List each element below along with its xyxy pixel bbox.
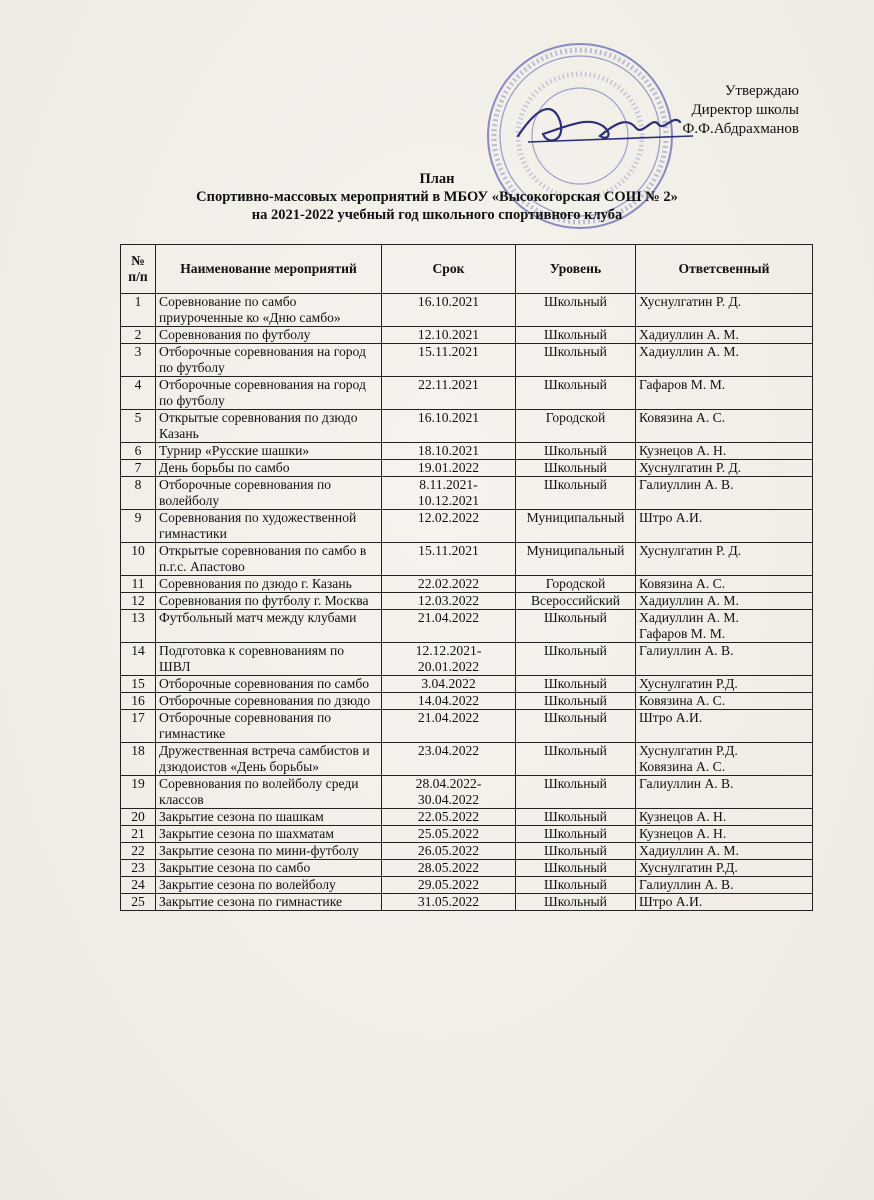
event-date (382, 610, 516, 643)
event-date-line: 28.05.2022 (417, 860, 480, 875)
event-name: Закрытие сезона по волейболу (156, 877, 382, 894)
event-responsible (636, 826, 813, 843)
event-date (382, 344, 516, 377)
event-level: Школьный (516, 327, 636, 344)
responsible-person: Ковязина А. С. (639, 576, 726, 591)
event-date (382, 676, 516, 693)
row-number: 3 (121, 344, 156, 377)
event-name: Отборочные соревнования на город по футболу (156, 344, 382, 377)
event-date-line: 18.10.2021 (417, 443, 480, 458)
responsible-person: Хуснулгатин Р.Д. (639, 676, 738, 691)
table-row (121, 877, 813, 894)
table-row (121, 826, 813, 843)
responsible-person: Штро А.И. (639, 510, 703, 525)
event-date-line: 22.05.2022 (417, 809, 480, 824)
event-date (382, 843, 516, 860)
event-name: Футбольный матч между клубами (156, 610, 382, 643)
header-event-name: Наименование мероприятий (156, 245, 382, 294)
row-number: 11 (121, 576, 156, 593)
row-number: 14 (121, 643, 156, 676)
row-number: 12 (121, 593, 156, 610)
event-responsible (636, 693, 813, 710)
event-date-line: 16.10.2021 (417, 294, 480, 309)
event-date-line: 12.10.2021 (417, 327, 480, 342)
row-number: 4 (121, 377, 156, 410)
event-date-line: 3.04.2022 (421, 676, 476, 691)
responsible-person: Ковязина А. С. (639, 693, 726, 708)
table-row (121, 843, 813, 860)
event-responsible (636, 344, 813, 377)
row-number: 21 (121, 826, 156, 843)
event-name: Закрытие сезона по шашкам (156, 809, 382, 826)
responsible-person: Галиуллин А. В. (639, 643, 734, 658)
event-date-line: 22.02.2022 (417, 576, 480, 591)
event-date (382, 894, 516, 911)
event-level: Школьный (516, 377, 636, 410)
event-date-line: 14.04.2022 (417, 693, 480, 708)
event-date-line: 15.11.2021 (418, 543, 479, 558)
approval-position: Директор школы (691, 102, 799, 118)
heading-subtitle: Спортивно-массовых мероприятий в МБОУ «Высокогорская СОШ № 2» (196, 189, 678, 205)
event-name: Турнир «Русские шашки» (156, 443, 382, 460)
event-name: Закрытие сезона по шахматам (156, 826, 382, 843)
event-responsible (636, 809, 813, 826)
event-date (382, 860, 516, 877)
heading-period: на 2021-2022 учебный год школьного спортивного клуба (251, 207, 623, 223)
event-date (382, 294, 516, 327)
table-row (121, 327, 813, 344)
responsible-person: Хуснулгатин Р.Д. (639, 743, 738, 758)
table-row (121, 610, 813, 643)
table-row (121, 377, 813, 410)
event-name: Открытые соревнования по дзюдо Казань (156, 410, 382, 443)
table-row (121, 510, 813, 543)
row-number: 7 (121, 460, 156, 477)
row-number: 2 (121, 327, 156, 344)
responsible-person: Хадиуллин А. М. (639, 593, 739, 608)
event-date (382, 377, 516, 410)
row-number: 6 (121, 443, 156, 460)
table-row (121, 443, 813, 460)
row-number: 10 (121, 543, 156, 576)
header-responsible: Ответсвенный (636, 245, 813, 294)
event-name: Соревнования по художественной гимнастики (156, 510, 382, 543)
event-date (382, 510, 516, 543)
responsible-person: Хадиуллин А. М. (639, 610, 739, 625)
header-date: Срок (382, 245, 516, 294)
event-date (382, 693, 516, 710)
table-header-row (121, 245, 813, 294)
responsible-person: Гафаров М. М. (639, 377, 726, 392)
event-responsible (636, 510, 813, 543)
header-level: Уровень (516, 245, 636, 294)
event-responsible (636, 776, 813, 809)
event-responsible (636, 294, 813, 327)
event-date-line: 26.05.2022 (417, 843, 480, 858)
responsible-person: Хуснулгатин Р. Д. (639, 460, 742, 475)
event-name: Отборочные соревнования по самбо (156, 676, 382, 693)
event-level: Муниципальный (516, 510, 636, 543)
responsible-person: Галиуллин А. В. (639, 477, 734, 492)
event-responsible (636, 327, 813, 344)
table-row (121, 809, 813, 826)
row-number: 16 (121, 693, 156, 710)
responsible-person: Кузнецов А. Н. (639, 809, 727, 824)
event-date (382, 460, 516, 477)
event-responsible (636, 610, 813, 643)
event-level: Школьный (516, 894, 636, 911)
event-name: Закрытие сезона по самбо (156, 860, 382, 877)
event-responsible (636, 860, 813, 877)
event-level: Школьный (516, 294, 636, 327)
table-row (121, 294, 813, 327)
event-name: Открытые соревнования по самбо в п.г.с. Апастово (156, 543, 382, 576)
event-level: Школьный (516, 877, 636, 894)
table-row (121, 643, 813, 676)
event-responsible (636, 676, 813, 693)
event-date-line: 16.10.2021 (417, 410, 480, 425)
event-level: Школьный (516, 344, 636, 377)
table-row (121, 743, 813, 776)
event-date-line: 12.03.2022 (417, 593, 480, 608)
row-number: 18 (121, 743, 156, 776)
responsible-person: Галиуллин А. В. (639, 776, 734, 791)
event-date (382, 543, 516, 576)
responsible-person: Гафаров М. М. (639, 626, 726, 641)
row-number: 22 (121, 843, 156, 860)
event-date (382, 443, 516, 460)
responsible-person: Хуснулгатин Р. Д. (639, 294, 742, 309)
row-number: 20 (121, 809, 156, 826)
event-date (382, 877, 516, 894)
event-responsible (636, 576, 813, 593)
event-name: Соревнования по волейболу среди классов (156, 776, 382, 809)
event-level: Школьный (516, 610, 636, 643)
event-responsible (636, 377, 813, 410)
table-row (121, 860, 813, 877)
event-date (382, 710, 516, 743)
event-responsible (636, 593, 813, 610)
event-name: Закрытие сезона по гимнастике (156, 894, 382, 911)
event-name: Соревнования по дзюдо г. Казань (156, 576, 382, 593)
event-level: Школьный (516, 643, 636, 676)
responsible-person: Хуснулгатин Р. Д. (639, 543, 742, 558)
event-date (382, 576, 516, 593)
row-number: 13 (121, 610, 156, 643)
row-number: 8 (121, 477, 156, 510)
event-responsible (636, 894, 813, 911)
event-date-line: 28.04.2022- (415, 776, 482, 791)
event-level: Школьный (516, 710, 636, 743)
table-row (121, 344, 813, 377)
event-date (382, 743, 516, 776)
event-level: Школьный (516, 676, 636, 693)
responsible-person: Ковязина А. С. (639, 410, 726, 425)
event-date-line: 20.01.2022 (417, 659, 480, 674)
row-number: 5 (121, 410, 156, 443)
responsible-person: Хадиуллин А. М. (639, 344, 739, 359)
responsible-person: Кузнецов А. Н. (639, 826, 727, 841)
event-level: Школьный (516, 776, 636, 809)
event-level: Школьный (516, 693, 636, 710)
event-date-line: 22.11.2021 (418, 377, 479, 392)
event-date (382, 410, 516, 443)
event-level: Школьный (516, 860, 636, 877)
event-level: Городской (516, 576, 636, 593)
table-row (121, 776, 813, 809)
responsible-person: Хадиуллин А. М. (639, 327, 739, 342)
event-name: Подготовка к соревнованиям по ШВЛ (156, 643, 382, 676)
event-level: Школьный (516, 843, 636, 860)
event-date-line: 8.11.2021- (419, 477, 478, 492)
responsible-person: Кузнецов А. Н. (639, 443, 727, 458)
event-date-line: 23.04.2022 (417, 743, 480, 758)
event-date-line: 10.12.2021 (417, 493, 480, 508)
event-date-line: 31.05.2022 (417, 894, 480, 909)
event-responsible (636, 410, 813, 443)
event-date (382, 593, 516, 610)
event-date (382, 776, 516, 809)
table-row (121, 543, 813, 576)
event-date-line: 21.04.2022 (417, 710, 480, 725)
event-name: Отборочные соревнования на город по футболу (156, 377, 382, 410)
event-date-line: 25.05.2022 (417, 826, 480, 841)
event-date-line: 21.04.2022 (417, 610, 480, 625)
event-responsible (636, 743, 813, 776)
event-responsible (636, 477, 813, 510)
row-number: 24 (121, 877, 156, 894)
row-number: 19 (121, 776, 156, 809)
row-number: 9 (121, 510, 156, 543)
event-date (382, 826, 516, 843)
row-number: 25 (121, 894, 156, 911)
event-name: Соревнование по самбо приуроченные ко «Дню самбо» (156, 294, 382, 327)
event-responsible (636, 543, 813, 576)
event-date (382, 643, 516, 676)
event-date-line: 12.12.2021- (415, 643, 482, 658)
responsible-person: Ковязина А. С. (639, 759, 726, 774)
event-date-line: 15.11.2021 (418, 344, 479, 359)
event-name: День борьбы по самбо (156, 460, 382, 477)
table-row (121, 477, 813, 510)
event-level: Всероссийский (516, 593, 636, 610)
responsible-person: Галиуллин А. В. (639, 877, 734, 892)
event-name: Отборочные соревнования по гимнастике (156, 710, 382, 743)
approval-title: Утверждаю (724, 83, 799, 99)
table-row (121, 576, 813, 593)
event-level: Школьный (516, 809, 636, 826)
event-date-line: 30.04.2022 (417, 792, 480, 807)
table-row (121, 894, 813, 911)
event-date (382, 327, 516, 344)
responsible-person: Штро А.И. (639, 894, 703, 909)
event-level: Школьный (516, 743, 636, 776)
row-number: 17 (121, 710, 156, 743)
event-level: Школьный (516, 443, 636, 460)
event-name: Отборочные соревнования по волейболу (156, 477, 382, 510)
event-name: Отборочные соревнования по дзюдо (156, 693, 382, 710)
event-responsible (636, 643, 813, 676)
event-responsible (636, 710, 813, 743)
event-level: Школьный (516, 460, 636, 477)
responsible-person: Хадиуллин А. М. (639, 843, 739, 858)
event-name: Закрытие сезона по мини-футболу (156, 843, 382, 860)
event-level: Городской (516, 410, 636, 443)
document-heading (0, 170, 874, 224)
table-row (121, 693, 813, 710)
event-date (382, 477, 516, 510)
event-responsible (636, 443, 813, 460)
table-row (121, 676, 813, 693)
table-row (121, 410, 813, 443)
row-number: 15 (121, 676, 156, 693)
event-date-line: 29.05.2022 (417, 877, 480, 892)
table-row (121, 593, 813, 610)
heading-title: План (419, 171, 455, 187)
table-body (121, 294, 813, 911)
event-responsible (636, 877, 813, 894)
event-responsible (636, 843, 813, 860)
event-name: Соревнования по футболу г. Москва (156, 593, 382, 610)
approval-director-name: Ф.Ф.Абдрахманов (682, 121, 799, 137)
event-name: Дружественная встреча самбистов и дзюдоистов «День борьбы» (156, 743, 382, 776)
event-name: Соревнования по футболу (156, 327, 382, 344)
event-level: Муниципальный (516, 543, 636, 576)
row-number: 1 (121, 294, 156, 327)
table-row (121, 710, 813, 743)
event-date (382, 809, 516, 826)
row-number: 23 (121, 860, 156, 877)
event-level: Школьный (516, 477, 636, 510)
header-number: № п/п (121, 245, 156, 294)
responsible-person: Штро А.И. (639, 710, 703, 725)
table-row (121, 460, 813, 477)
event-responsible (636, 460, 813, 477)
responsible-person: Хуснулгатин Р.Д. (639, 860, 738, 875)
director-signature (508, 96, 698, 156)
events-plan-table (120, 244, 813, 911)
event-date-line: 12.02.2022 (417, 510, 480, 525)
event-date-line: 19.01.2022 (417, 460, 480, 475)
event-level: Школьный (516, 826, 636, 843)
